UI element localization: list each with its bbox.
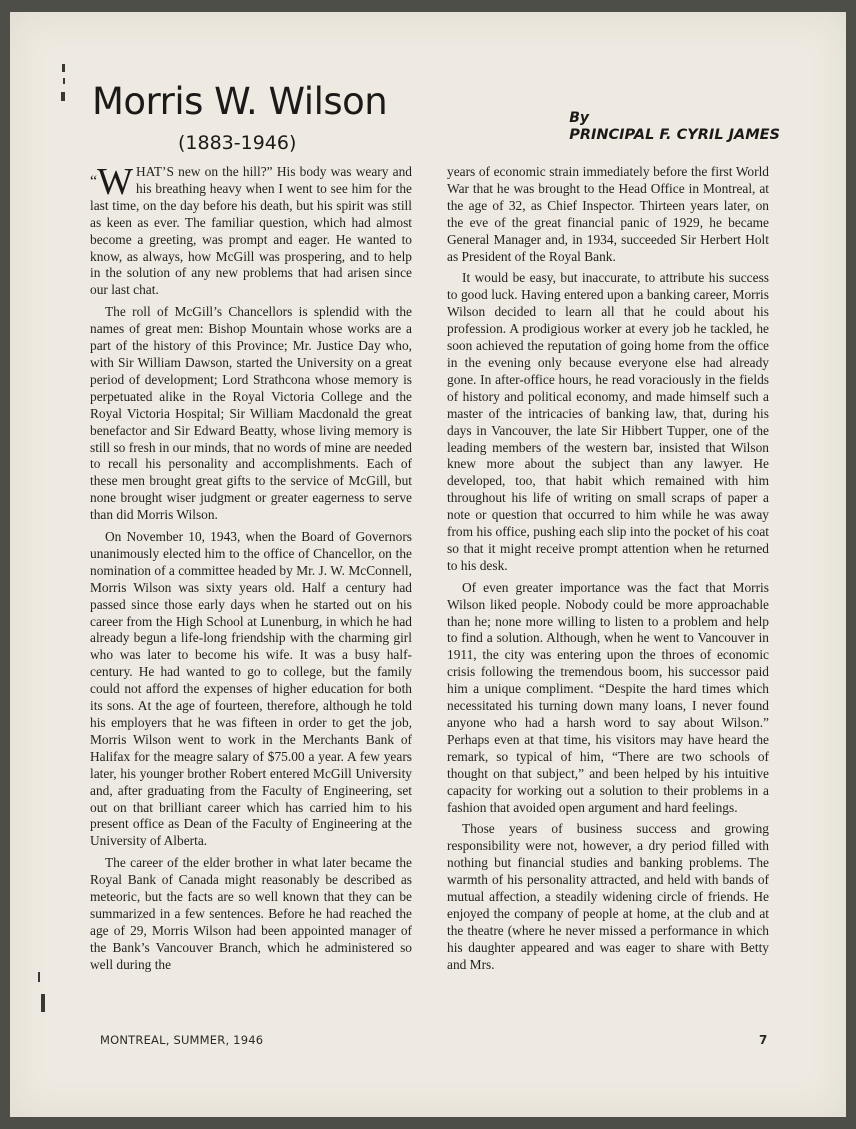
article-paragraph: On November 10, 1943, when the Board of Governors unanimously elected him to the office of Chancellor, on the nomination of a committee headed by Mr. J. W. McConnell, Morris Wilson was sixty years old. Half a century had passed since those early days when he started out on his career from the High School at Lunenburg, in which he had already begun a life-long friendship with the charming girl who was later to become his wife. It was a busy half-century. He had wanted to go to college, but the family could not afford the expenses of higher education for both its sons. At the age of fourteen, therefore, although he told his employers that he was fifteen in order to get the job, Morris Wilson went to work in the Merchants Bank of Halifax for the meagre salary of $75.00 a year. A few years later, his younger brother Robert entered McGill University and, after graduating from the Faculty of Engineering, set out on that brilliant career which has carried him to his present office as Dean of the Faculty of Engineering at the University of Alberta. (90, 529, 412, 849)
article-paragraph: years of economic strain immediately before the first World War that he was brought to the Head Office in Montreal, at the age of 32, as Chief Inspector. Thirteen years later, on the eve of the great financial panic of 1929, he became General Manager and, in 1934, succeeded Sir Herbert Holt as President of the Royal Bank. (447, 164, 769, 264)
margin-ink-mark (61, 92, 65, 101)
article-paragraph: The career of the elder brother in what later became the Royal Bank of Canada might reasonably be described as meteoric, but the facts are so well known that they can be summarized in a few sentences. Before he had reached the age of 29, Morris Wilson had been appointed manager of the Bank’s Vancouver Branch, which he administered so well during the (90, 855, 412, 972)
article-paragraph: The roll of McGill’s Chancellors is splendid with the names of great men: Bishop Mountain whose works are a part of the history of this Province; Mr. Justice Day who, with Sir William Dawson, started the University on a great period of development; Lord Strathcona whose memory is perpetuated alike in the Royal Victoria College and the Royal Victoria Hospital; Sir William Macdonald the great benefactor and Sir Edward Beatty, whose living memory is still so fresh in our minds, that no words of mine are needed to recall his personality and accomplishments. Each of these men brought great gifts to the service of McGill, but none brought wiser judgment or greater eagerness to serve than did Morris Wilson. (90, 304, 412, 523)
article-paragraph: “W HAT’S new on the hill?” His body was weary and his breathing heavy when I went to see him for the last time, on the day before his death, but his spirit was still as keen as ever. The familiar question, which had almost become a greeting, was prompt and eager. He wanted to know, as always, how McGill was prospering, and to help in the solution of any new problems that had arisen since our last chat. (90, 161, 412, 298)
right-column (447, 164, 769, 979)
author-name: PRINCIPAL F. CYRIL JAMES (569, 127, 780, 143)
byline (569, 110, 780, 143)
publication-footer: MONTREAL, SUMMER, 1946 (100, 1033, 264, 1047)
left-column (90, 161, 412, 979)
article-paragraph: Those years of business success and growing responsibility were not, however, a dry period filled with nothing but financial studies and banking problems. The warmth of his personality attracted, and held with bands of mutual affection, a steadily widening circle of friends. He enjoyed the company of people at home, at the club and at the theatre (where he never missed a performance in which his daughter appeared and was eager to share with Betty and Mrs. (447, 821, 769, 972)
page-number: 7 (759, 1033, 768, 1047)
margin-ink-mark (62, 64, 65, 72)
byline-label: By (569, 110, 589, 126)
magazine-page (10, 12, 846, 1117)
article-dates: (1883-1946) (178, 132, 297, 154)
article-paragraph: It would be easy, but inaccurate, to attribute his success to good luck. Having entered upon a banking career, Morris Wilson decided to learn all that he could about his profession. A prodigious worker at every job he tackled, he soon achieved the reputation of going home from the office in the evening only because everyone else had already gone. In after-office hours, he read voraciously in the fields of history and political economy, and made himself such a master of the intricacies of banking law, that, during his days in Vancouver, the late Sir Hibbert Tupper, one of the leading members of the western bar, insisted that Wilson knew more about the subject than any lawyer. He developed, too, that habit which remained with him throughout his life of writing on small scraps of paper a note or question that occurred to him while he was away from his office, pushing each slip into the pocket of his coat so that it might receive prompt attention when he returned to his desk. (447, 270, 769, 573)
article-title: Morris W. Wilson (92, 80, 388, 123)
article-paragraph: Of even greater importance was the fact that Morris Wilson liked people. Nobody could be more approachable than he; none more willing to listen to a problem and help to find a solution. Although, when he went to Vancouver in 1911, the city was entering upon the throes of economic crisis following the tremendous boom, his successor paid him a unique compliment. “Despite the hard times which necessitated his turning down many loans, I never found anyone who had a harsh word to say about Wilson.” Perhaps even at that time, his visitors may have heard the remark, so typical of him, “There are two schools of thought on that subject,” and been helped by his intuitive capacity for working out a solution to their problems in a fashion that avoided open argument and hard feelings. (447, 579, 769, 815)
margin-ink-mark (41, 994, 45, 1012)
margin-ink-mark (38, 972, 40, 982)
drop-cap: “W (90, 161, 133, 203)
margin-ink-mark (63, 78, 65, 84)
